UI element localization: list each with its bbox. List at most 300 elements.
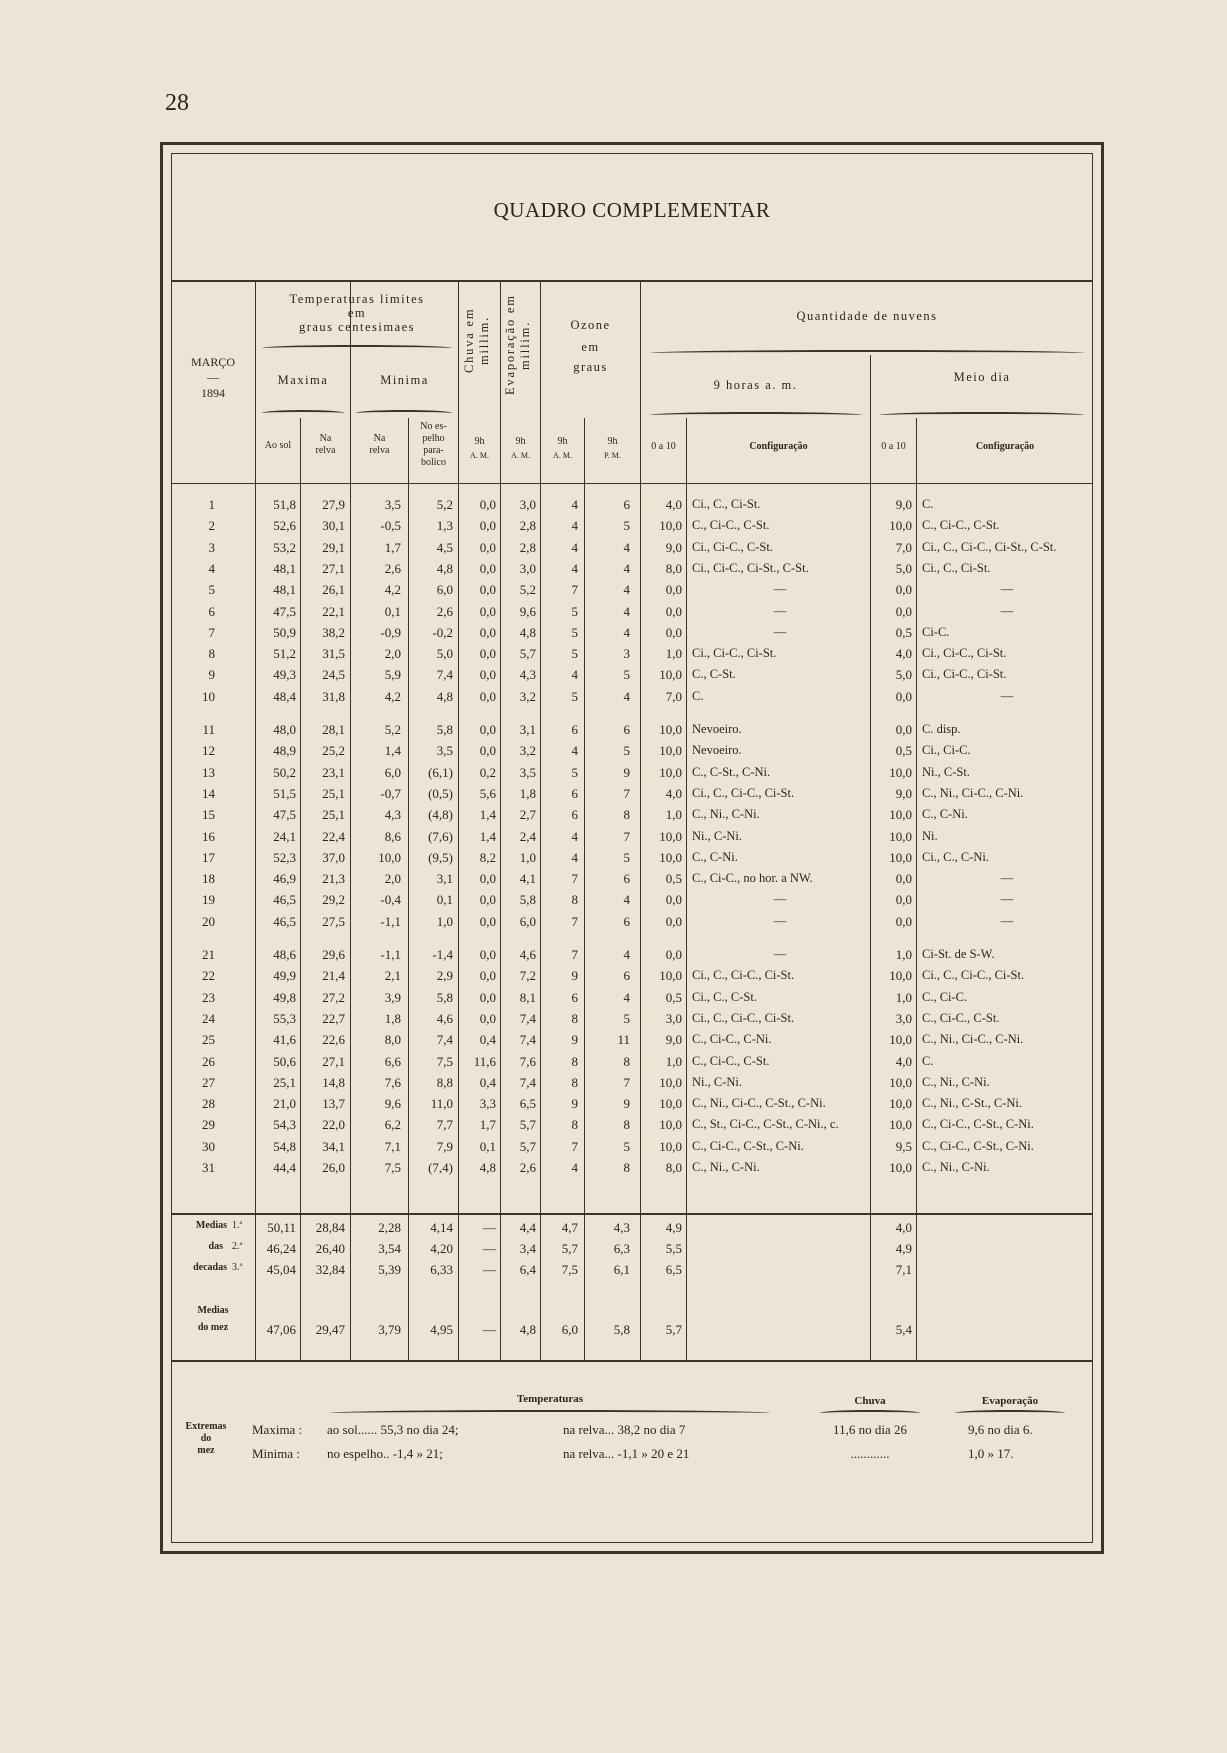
table-row-20-oz2: 6 xyxy=(623,914,630,929)
table-row-6-n1: 0,0 xyxy=(665,604,682,619)
extremes-label-line3: mez xyxy=(197,1445,215,1456)
temp-group-line2: em xyxy=(347,306,367,320)
table-row-19-d: 19 xyxy=(202,892,215,907)
table-row-26-n2: 4,0 xyxy=(895,1054,912,1069)
table-row-19-evap: 5,8 xyxy=(519,892,536,907)
table-row-3-c1: Ci., Ci-C., C-St. xyxy=(692,540,773,554)
table-row-5-rmin: 4,2 xyxy=(384,582,401,597)
table-row-28-oz1: 9 xyxy=(571,1096,578,1111)
table-row-21-sol: 48,6 xyxy=(273,947,296,962)
table-row-8-esp: 5,0 xyxy=(436,646,453,661)
col-rule xyxy=(408,418,409,1360)
month-mean-oz2: 5,8 xyxy=(613,1322,630,1337)
table-row-15-n2: 10,0 xyxy=(889,807,912,822)
extremes-evap-brace xyxy=(955,1410,1065,1416)
table-row-4-d: 4 xyxy=(208,561,215,576)
table-row-18-c2: — xyxy=(1000,871,1014,885)
table-row-20-chuva: 0,0 xyxy=(479,914,496,929)
table-row-26-chuva: 11,6 xyxy=(473,1054,496,1069)
table-row-18-c1: C., Ci-C., no hor. a NW. xyxy=(692,871,813,885)
table-row-22-n1: 10,0 xyxy=(659,968,682,983)
header-bottom-rule xyxy=(171,483,1093,484)
na-relva-max-line2: relva xyxy=(315,445,336,456)
table-row-23-c2: C., Ci-C. xyxy=(922,990,968,1004)
table-row-25-esp: 7,4 xyxy=(436,1032,453,1047)
ozone-line3: graus xyxy=(573,360,608,374)
decade-row-3-oz2: 6,1 xyxy=(613,1262,630,1277)
table-row-4-oz2: 4 xyxy=(623,561,630,576)
table-row-30-sol: 54,8 xyxy=(273,1139,296,1154)
table-row-15-oz1: 6 xyxy=(571,807,578,822)
espelho-line1: No es- xyxy=(420,421,447,432)
table-row-3-oz2: 4 xyxy=(623,540,630,555)
table-row-4-n1: 8,0 xyxy=(665,561,682,576)
table-row-19-c2: — xyxy=(1000,892,1014,906)
table-row-14-evap: 1,8 xyxy=(519,786,536,801)
table-row-9-sol: 49,3 xyxy=(273,667,296,682)
table-row-7-sol: 50,9 xyxy=(273,625,296,640)
table-row-22-rmin: 2,1 xyxy=(384,968,401,983)
ao-sol-header: Ao sol xyxy=(264,440,292,451)
table-row-22-evap: 7,2 xyxy=(519,968,536,983)
table-row-2-evap: 2,8 xyxy=(519,518,536,533)
table-row-16-c2: Ni. xyxy=(922,829,938,843)
table-row-9-oz2: 5 xyxy=(623,667,630,682)
table-row-4-chuva: 0,0 xyxy=(479,561,496,576)
decade-row-3-oz1: 7,5 xyxy=(561,1262,578,1277)
table-row-30-oz2: 5 xyxy=(623,1139,630,1154)
table-row-18-sol: 46,9 xyxy=(273,871,296,886)
table-row-21-oz2: 4 xyxy=(623,947,630,962)
decade-mark-1: 1.ª xyxy=(232,1220,243,1231)
table-row-5-d: 5 xyxy=(208,582,215,597)
table-row-7-c1: — xyxy=(773,625,787,639)
temp-group-brace xyxy=(262,345,452,351)
extremes-label-line1: Extremas xyxy=(185,1421,227,1432)
table-row-11-c1: Nevoeiro. xyxy=(692,722,742,736)
table-row-28-c2: C., Ni., C-St., C-Ni. xyxy=(922,1096,1023,1110)
extremes-chuva-header: Chuva xyxy=(854,1395,886,1407)
table-row-7-esp: -0,2 xyxy=(432,625,453,640)
table-row-10-chuva: 0,0 xyxy=(479,689,496,704)
table-row-19-n2: 0,0 xyxy=(895,892,912,907)
table-row-10-c2: — xyxy=(1000,689,1014,703)
table-row-14-chuva: 5,6 xyxy=(479,786,496,801)
table-row-13-sol: 50,2 xyxy=(273,765,296,780)
table-row-9-oz1: 4 xyxy=(571,667,578,682)
table-row-8-oz1: 5 xyxy=(571,646,578,661)
table-row-28-d: 28 xyxy=(202,1096,215,1111)
table-row-3-esp: 4,5 xyxy=(436,540,453,555)
table-row-8-c2: Ci., Ci-C., Ci-St. xyxy=(922,646,1007,660)
table-row-29-n1: 10,0 xyxy=(659,1117,682,1132)
table-row-14-rmax: 25,1 xyxy=(322,786,345,801)
table-row-1-chuva: 0,0 xyxy=(479,497,496,512)
table-row-9-n1: 10,0 xyxy=(659,667,682,682)
col-rule xyxy=(686,418,687,1360)
table-row-18-rmin: 2,0 xyxy=(384,871,401,886)
month-mean-label-line1: Medias xyxy=(197,1305,229,1316)
table-row-12-oz1: 4 xyxy=(571,743,578,758)
decade-row-2-rmax: 26,40 xyxy=(315,1241,345,1256)
table-row-18-d: 18 xyxy=(202,871,215,886)
espelho-line4: bolico xyxy=(421,457,446,468)
table-row-17-esp: (9,5) xyxy=(428,850,453,865)
table-row-13-c2: Ni., C-St. xyxy=(922,765,970,779)
extremes-min-relva: na relva... -1,1 » 20 e 21 xyxy=(563,1446,690,1461)
table-row-23-oz1: 6 xyxy=(571,990,578,1005)
table-row-30-n1: 10,0 xyxy=(659,1139,682,1154)
decade-row-3-n1: 6,5 xyxy=(665,1262,682,1277)
extremes-max-relva: na relva... 38,2 no dia 7 xyxy=(563,1422,686,1437)
table-row-21-rmin: -1,1 xyxy=(380,947,401,962)
table-row-5-evap: 5,2 xyxy=(519,582,536,597)
table-row-16-rmax: 22,4 xyxy=(322,829,345,844)
table-row-12-n2: 0,5 xyxy=(895,743,912,758)
ozone-9h-pm: 9h xyxy=(607,436,618,447)
table-row-7-chuva: 0,0 xyxy=(479,625,496,640)
table-row-29-rmax: 22,0 xyxy=(322,1117,345,1132)
extremes-min-espelho: no espelho.. -1,4 » 21; xyxy=(327,1446,443,1461)
table-row-26-oz1: 8 xyxy=(571,1054,578,1069)
na-relva-min-line2: relva xyxy=(369,445,390,456)
table-row-28-n2: 10,0 xyxy=(889,1096,912,1111)
table-row-28-sol: 21,0 xyxy=(273,1096,296,1111)
table-row-15-esp: (4,8) xyxy=(428,807,453,822)
table-row-16-n2: 10,0 xyxy=(889,829,912,844)
table-row-18-evap: 4,1 xyxy=(519,871,536,886)
table-row-12-c2: Ci., Ci-C. xyxy=(922,743,971,757)
table-row-2-n1: 10,0 xyxy=(659,518,682,533)
table-row-20-n2: 0,0 xyxy=(895,914,912,929)
maxima-brace xyxy=(262,410,344,416)
table-row-21-rmax: 29,6 xyxy=(322,947,345,962)
decade-row-2-chuva: — xyxy=(483,1241,496,1256)
table-row-13-d: 13 xyxy=(202,765,215,780)
ozone-am: A. M. xyxy=(553,451,572,460)
evap-am: A. M. xyxy=(511,451,530,460)
table-row-13-n2: 10,0 xyxy=(889,765,912,780)
table-row-9-c1: C., C-St. xyxy=(692,667,736,681)
table-row-21-n1: 0,0 xyxy=(665,947,682,962)
table-row-22-n2: 10,0 xyxy=(889,968,912,983)
extremes-max-sol: ao sol...... 55,3 no dia 24; xyxy=(327,1422,459,1437)
table-row-16-sol: 24,1 xyxy=(273,829,296,844)
table-row-22-oz2: 6 xyxy=(623,968,630,983)
table-row-14-sol: 51,5 xyxy=(273,786,296,801)
table-row-20-n1: 0,0 xyxy=(665,914,682,929)
month-mean-rmin: 3,79 xyxy=(378,1322,401,1337)
month-mean-sol: 47,06 xyxy=(266,1322,296,1337)
table-row-6-esp: 2,6 xyxy=(436,604,453,619)
table-row-10-n1: 7,0 xyxy=(665,689,682,704)
table-row-16-c1: Ni., C-Ni. xyxy=(692,829,742,843)
table-row-13-n1: 10,0 xyxy=(659,765,682,780)
table-row-27-evap: 7,4 xyxy=(519,1075,536,1090)
table-row-27-oz1: 8 xyxy=(571,1075,578,1090)
nuvens-brace xyxy=(650,350,1084,356)
table-row-3-n1: 9,0 xyxy=(665,540,682,555)
table-row-2-oz2: 5 xyxy=(623,518,630,533)
table-row-11-rmax: 28,1 xyxy=(322,722,345,737)
table-row-21-esp: -1,4 xyxy=(432,947,453,962)
means-top-rule xyxy=(171,1213,1093,1215)
table-row-3-c2: Ci., C., Ci-C., Ci-St., C-St. xyxy=(922,540,1057,554)
table-row-26-evap: 7,6 xyxy=(519,1054,536,1069)
decade-row-1-esp: 4,14 xyxy=(430,1220,453,1235)
table-row-25-d: 25 xyxy=(202,1032,215,1047)
table-row-14-n1: 4,0 xyxy=(665,786,682,801)
table-row-1-rmax: 27,9 xyxy=(322,497,345,512)
table-row-3-sol: 53,2 xyxy=(273,540,296,555)
decade-row-1-oz2: 4,3 xyxy=(613,1220,630,1235)
table-row-17-n1: 10,0 xyxy=(659,850,682,865)
table-row-22-rmax: 21,4 xyxy=(322,968,345,983)
na-relva-max-line1: Na xyxy=(319,433,332,444)
table-row-19-n1: 0,0 xyxy=(665,892,682,907)
table-row-9-d: 9 xyxy=(208,667,215,682)
table-row-27-c2: C., Ni., C-Ni. xyxy=(922,1075,990,1089)
table-row-17-rmin: 10,0 xyxy=(378,850,401,865)
table-row-6-c2: — xyxy=(1000,604,1014,618)
table-row-10-c1: C. xyxy=(692,689,704,703)
table-row-12-d: 12 xyxy=(202,743,215,758)
table-row-1-sol: 51,8 xyxy=(273,497,296,512)
table-row-19-esp: 0,1 xyxy=(436,892,453,907)
table-row-23-n1: 0,5 xyxy=(665,990,682,1005)
table-row-26-esp: 7,5 xyxy=(436,1054,453,1069)
table-row-8-chuva: 0,0 xyxy=(479,646,496,661)
decade-row-1-sol: 50,11 xyxy=(267,1220,296,1235)
table-row-10-rmax: 31,8 xyxy=(322,689,345,704)
table-row-31-evap: 2,6 xyxy=(519,1160,536,1175)
table-row-23-evap: 8,1 xyxy=(519,990,536,1005)
table-row-24-oz1: 8 xyxy=(571,1011,578,1026)
col-rule xyxy=(584,418,585,1360)
minima-label: Minima xyxy=(380,373,429,387)
decade-mark-2: 2.ª xyxy=(232,1241,243,1252)
table-row-22-chuva: 0,0 xyxy=(479,968,496,983)
table-row-3-rmax: 29,1 xyxy=(322,540,345,555)
decade-row-3-rmax: 32,84 xyxy=(315,1262,345,1277)
decade-row-2-oz1: 5,7 xyxy=(561,1241,578,1256)
table-row-21-d: 21 xyxy=(202,947,215,962)
decade-row-2-esp: 4,20 xyxy=(430,1241,453,1256)
table-row-31-c1: C., Ni., C-Ni. xyxy=(692,1160,760,1174)
table-row-11-esp: 5,8 xyxy=(436,722,453,737)
table-row-10-evap: 3,2 xyxy=(519,689,536,704)
table-row-15-d: 15 xyxy=(202,807,215,822)
table-row-17-sol: 52,3 xyxy=(273,850,296,865)
table-row-6-c1: — xyxy=(773,604,787,618)
table-row-4-sol: 48,1 xyxy=(273,561,296,576)
table-row-9-n2: 5,0 xyxy=(895,667,912,682)
decade-row-2-n2: 4,9 xyxy=(895,1241,912,1256)
table-row-1-n1: 4,0 xyxy=(665,497,682,512)
table-row-11-oz1: 6 xyxy=(571,722,578,737)
chuva-header: Chuva em millim. xyxy=(462,307,491,373)
table-row-29-oz1: 8 xyxy=(571,1117,578,1132)
month-mean-esp: 4,95 xyxy=(430,1322,453,1337)
table-row-12-c1: Nevoeiro. xyxy=(692,743,742,757)
table-row-5-sol: 48,1 xyxy=(273,582,296,597)
table-row-2-oz1: 4 xyxy=(571,518,578,533)
table-row-28-rmax: 13,7 xyxy=(322,1096,345,1111)
decade-row-1-evap: 4,4 xyxy=(519,1220,536,1235)
extremes-evap-header: Evaporação xyxy=(981,1395,1039,1407)
table-row-26-rmin: 6,6 xyxy=(384,1054,401,1069)
table-row-18-chuva: 0,0 xyxy=(479,871,496,886)
table-row-10-sol: 48,4 xyxy=(273,689,296,704)
table-row-25-chuva: 0,4 xyxy=(479,1032,496,1047)
table-row-19-chuva: 0,0 xyxy=(479,892,496,907)
table-row-12-sol: 48,9 xyxy=(273,743,296,758)
table-row-7-rmax: 38,2 xyxy=(322,625,345,640)
table-row-1-c2: C. xyxy=(922,497,934,511)
table-row-18-esp: 3,1 xyxy=(436,871,453,886)
table-row-18-oz1: 7 xyxy=(571,871,578,886)
table-row-25-c1: C., Ci-C., C-Ni. xyxy=(692,1032,772,1046)
table-row-17-chuva: 8,2 xyxy=(479,850,496,865)
table-row-5-chuva: 0,0 xyxy=(479,582,496,597)
table-row-5-oz2: 4 xyxy=(623,582,630,597)
table-row-3-evap: 2,8 xyxy=(519,540,536,555)
decade-row-1-n2: 4,0 xyxy=(895,1220,912,1235)
extremes-chuva-brace xyxy=(820,1410,920,1416)
table-row-15-rmax: 25,1 xyxy=(322,807,345,822)
table-row-15-evap: 2,7 xyxy=(519,807,536,822)
table-row-16-evap: 2,4 xyxy=(519,829,536,844)
table-row-7-n2: 0,5 xyxy=(895,625,912,640)
chuva-am: A. M. xyxy=(470,451,489,460)
table-row-16-n1: 10,0 xyxy=(659,829,682,844)
table-row-29-d: 29 xyxy=(202,1117,215,1132)
table-row-20-rmin: -1,1 xyxy=(380,914,401,929)
table-row-20-esp: 1,0 xyxy=(436,914,453,929)
table-row-18-n1: 0,5 xyxy=(665,871,682,886)
table-row-26-c2: C. xyxy=(922,1054,934,1068)
table-row-8-rmin: 2,0 xyxy=(384,646,401,661)
table-row-24-chuva: 0,0 xyxy=(479,1011,496,1026)
table-row-2-esp: 1,3 xyxy=(436,518,453,533)
table-row-31-rmin: 7,5 xyxy=(384,1160,401,1175)
table-row-25-n2: 10,0 xyxy=(889,1032,912,1047)
extremes-temp-brace xyxy=(330,1410,770,1416)
table-row-21-c1: — xyxy=(773,947,787,961)
table-row-16-rmin: 8,6 xyxy=(384,829,401,844)
table-row-17-oz2: 5 xyxy=(623,850,630,865)
table-row-5-c2: — xyxy=(1000,582,1014,596)
table-row-2-n2: 10,0 xyxy=(889,518,912,533)
decade-row-2-evap: 3,4 xyxy=(519,1241,536,1256)
table-row-5-n1: 0,0 xyxy=(665,582,682,597)
table-row-12-esp: 3,5 xyxy=(436,743,453,758)
table-row-21-c2: Ci-St. de S-W. xyxy=(922,947,995,961)
table-row-15-n1: 1,0 xyxy=(665,807,682,822)
table-row-30-evap: 5,7 xyxy=(519,1139,536,1154)
table-row-28-esp: 11,0 xyxy=(430,1096,453,1111)
table-row-8-n1: 1,0 xyxy=(665,646,682,661)
table-row-20-evap: 6,0 xyxy=(519,914,536,929)
table-row-31-chuva: 4,8 xyxy=(479,1160,496,1175)
table-row-2-chuva: 0,0 xyxy=(479,518,496,533)
table-row-18-rmax: 21,3 xyxy=(322,871,345,886)
table-row-26-d: 26 xyxy=(202,1054,215,1069)
table-row-30-oz1: 7 xyxy=(571,1139,578,1154)
table-row-24-esp: 4,6 xyxy=(436,1011,453,1026)
extremes-chuva-min: ............ xyxy=(850,1446,890,1461)
table-row-23-d: 23 xyxy=(202,990,215,1005)
month-mean-chuva: — xyxy=(483,1322,496,1337)
meio-dia-brace xyxy=(880,412,1084,418)
table-row-20-c1: — xyxy=(773,914,787,928)
espelho-line3: para- xyxy=(423,445,444,456)
table-row-6-chuva: 0,0 xyxy=(479,604,496,619)
table-row-15-c2: C., C-Ni. xyxy=(922,807,968,821)
table-row-12-oz2: 5 xyxy=(623,743,630,758)
table-row-22-oz1: 9 xyxy=(571,968,578,983)
table-row-31-n1: 8,0 xyxy=(665,1160,682,1175)
table-row-23-rmax: 27,2 xyxy=(322,990,345,1005)
table-row-17-rmax: 37,0 xyxy=(322,850,345,865)
table-row-11-c2: C. disp. xyxy=(922,722,961,736)
table-row-26-n1: 1,0 xyxy=(665,1054,682,1069)
table-row-10-oz2: 4 xyxy=(623,689,630,704)
table-row-11-rmin: 5,2 xyxy=(384,722,401,737)
table-row-27-esp: 8,8 xyxy=(436,1075,453,1090)
table-row-6-sol: 47,5 xyxy=(273,604,296,619)
table-row-13-oz1: 5 xyxy=(571,765,578,780)
table-row-4-n2: 5,0 xyxy=(895,561,912,576)
table-row-4-evap: 3,0 xyxy=(519,561,536,576)
table-row-21-n2: 1,0 xyxy=(895,947,912,962)
table-row-29-c1: C., St., Ci-C., C-St., C-Ni., c. xyxy=(692,1117,839,1131)
table-row-27-oz2: 7 xyxy=(623,1075,630,1090)
table-row-27-sol: 25,1 xyxy=(273,1075,296,1090)
table-row-3-chuva: 0,0 xyxy=(479,540,496,555)
nuvens-9h-config: Configuração xyxy=(749,441,808,452)
table-row-11-d: 11 xyxy=(202,722,215,737)
table-row-10-esp: 4,8 xyxy=(436,689,453,704)
table-row-24-evap: 7,4 xyxy=(519,1011,536,1026)
table-row-10-d: 10 xyxy=(202,689,215,704)
table-row-1-esp: 5,2 xyxy=(436,497,453,512)
table-row-25-sol: 41,6 xyxy=(273,1032,296,1047)
decade-row-1-oz1: 4,7 xyxy=(561,1220,578,1235)
table-row-17-evap: 1,0 xyxy=(519,850,536,865)
table-row-8-rmax: 31,5 xyxy=(322,646,345,661)
extremes-minima-label: Minima : xyxy=(252,1446,301,1461)
table-row-30-d: 30 xyxy=(202,1139,215,1154)
table-row-2-c2: C., Ci-C., C-St. xyxy=(922,518,1000,532)
extremes-evap-min: 1,0 » 17. xyxy=(968,1446,1014,1461)
decade-row-1-rmin: 2,28 xyxy=(378,1220,401,1235)
table-row-28-oz2: 9 xyxy=(623,1096,630,1111)
table-row-25-n1: 9,0 xyxy=(665,1032,682,1047)
table-row-11-n1: 10,0 xyxy=(659,722,682,737)
table-row-13-c1: C., C-St., C-Ni. xyxy=(692,765,771,779)
table-row-31-oz1: 4 xyxy=(571,1160,578,1175)
table-row-10-rmin: 4,2 xyxy=(384,689,401,704)
table-row-30-esp: 7,9 xyxy=(436,1139,453,1154)
table-row-3-oz1: 4 xyxy=(571,540,578,555)
table-row-6-rmax: 22,1 xyxy=(322,604,345,619)
table-row-29-n2: 10,0 xyxy=(889,1117,912,1132)
extremes-chuva-max: 11,6 no dia 26 xyxy=(833,1422,907,1437)
table-row-30-rmin: 7,1 xyxy=(384,1139,401,1154)
table-row-15-c1: C., Ni., C-Ni. xyxy=(692,807,760,821)
table-row-5-n2: 0,0 xyxy=(895,582,912,597)
